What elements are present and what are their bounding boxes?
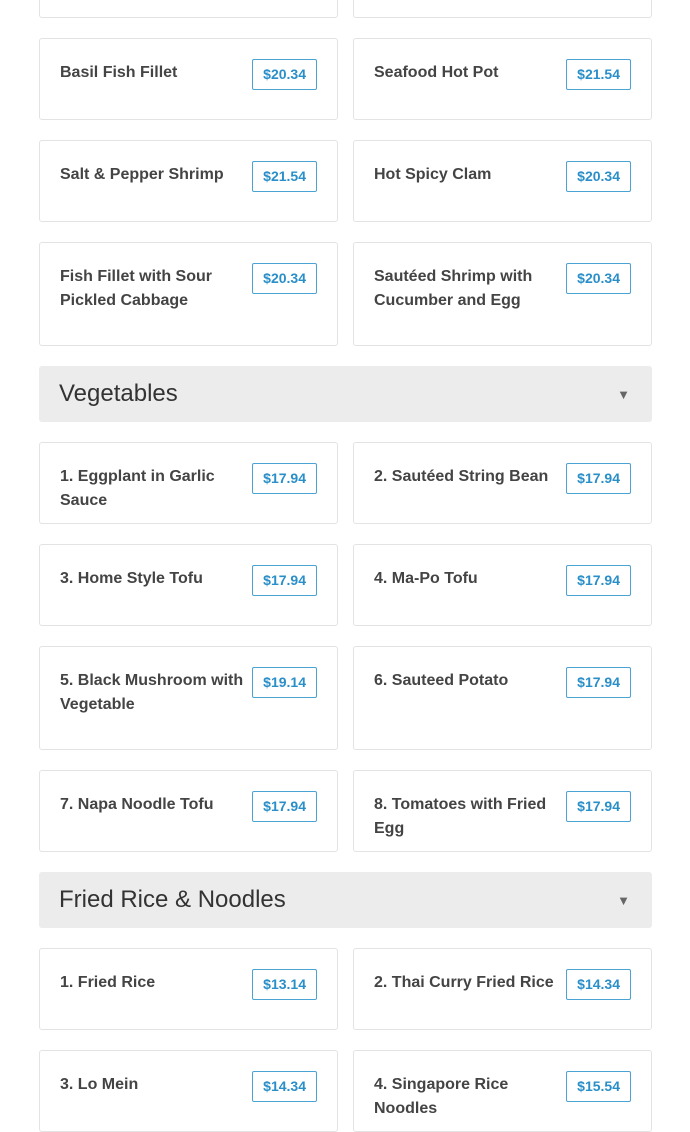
price-button[interactable]: $20.34 [566, 161, 631, 192]
menu-item-card[interactable] [39, 948, 338, 1030]
price-button[interactable]: $20.34 [252, 59, 317, 90]
menu-item-name: 4. Ma-Po Tofu [374, 570, 478, 587]
price-button[interactable]: $14.34 [252, 1071, 317, 1102]
section-title: Vegetables [59, 380, 178, 407]
menu-item-card[interactable] [39, 0, 338, 18]
menu-item-name: Basil Fish Fillet [60, 64, 178, 81]
menu-item-card[interactable] [39, 770, 338, 852]
menu-item-name: 5. Black Mushroom with Vegetable [60, 672, 244, 713]
triangle-down-icon[interactable]: ▼ [617, 387, 630, 402]
price-button[interactable]: $13.14 [252, 969, 317, 1000]
menu-item-card[interactable] [39, 646, 338, 750]
price-button[interactable]: $19.14 [252, 667, 317, 698]
menu-item-card[interactable] [353, 544, 652, 626]
menu-item-name: 8. Tomatoes with Fried Egg [374, 796, 547, 837]
price-button[interactable]: $17.94 [566, 791, 631, 822]
menu-item-card[interactable] [353, 442, 652, 524]
price-button[interactable]: $17.94 [252, 463, 317, 494]
menu-item-card[interactable] [39, 242, 338, 346]
menu-item-name: Hot Spicy Clam [374, 166, 492, 183]
menu-item-card[interactable] [39, 442, 338, 524]
menu-item-name: 2. Sautéed String Bean [374, 468, 549, 485]
menu-item-card[interactable] [39, 544, 338, 626]
price-button[interactable]: $17.94 [566, 565, 631, 596]
menu-item-name: 3. Home Style Tofu [60, 570, 203, 587]
menu-item-card[interactable] [353, 140, 652, 222]
menu-item-name: 1. Fried Rice [60, 974, 156, 991]
price-button[interactable]: $21.54 [566, 59, 631, 90]
menu-item-name: Sautéed Shrimp with Cucumber and Egg [374, 268, 533, 309]
menu-item-name: 2. Thai Curry Fried Rice [374, 974, 554, 991]
menu-item-card[interactable] [39, 38, 338, 120]
price-button[interactable]: $17.94 [566, 667, 631, 698]
menu-item-card[interactable] [353, 0, 652, 18]
menu-item-name: Salt & Pepper Shrimp [60, 166, 224, 183]
price-button[interactable]: $20.34 [566, 263, 631, 294]
menu-item-card[interactable] [353, 770, 652, 852]
price-button[interactable]: $14.34 [566, 969, 631, 1000]
menu-item-card[interactable] [353, 242, 652, 346]
price-button[interactable]: $21.54 [252, 161, 317, 192]
price-button[interactable]: $17.94 [566, 463, 631, 494]
price-button[interactable]: $20.34 [252, 263, 317, 294]
menu-item-name: 7. Napa Noodle Tofu [60, 796, 214, 813]
triangle-down-icon[interactable]: ▼ [617, 893, 630, 908]
menu-item-name: Seafood Hot Pot [374, 64, 499, 81]
menu-item-card[interactable] [353, 1050, 652, 1132]
price-button[interactable]: $17.94 [252, 565, 317, 596]
price-button[interactable]: $17.94 [252, 791, 317, 822]
section-title: Fried Rice & Noodles [59, 886, 286, 913]
menu-item-card[interactable] [353, 948, 652, 1030]
menu-item-card[interactable] [39, 140, 338, 222]
menu-item-name: 4. Singapore Rice Noodles [374, 1076, 509, 1117]
section-header-vegetables[interactable] [39, 366, 652, 422]
menu-item-card[interactable] [353, 646, 652, 750]
section-header-fried-rice-noodles[interactable] [39, 872, 652, 928]
menu-item-name: 1. Eggplant in Garlic Sauce [60, 468, 215, 509]
menu-item-name: 3. Lo Mein [60, 1076, 139, 1093]
price-button[interactable]: $15.54 [566, 1071, 631, 1102]
menu-item-card[interactable] [39, 1050, 338, 1132]
menu-item-name: 6. Sauteed Potato [374, 672, 509, 689]
menu-item-name: Fish Fillet with Sour Pickled Cabbage [60, 268, 212, 309]
menu-item-card[interactable] [353, 38, 652, 120]
